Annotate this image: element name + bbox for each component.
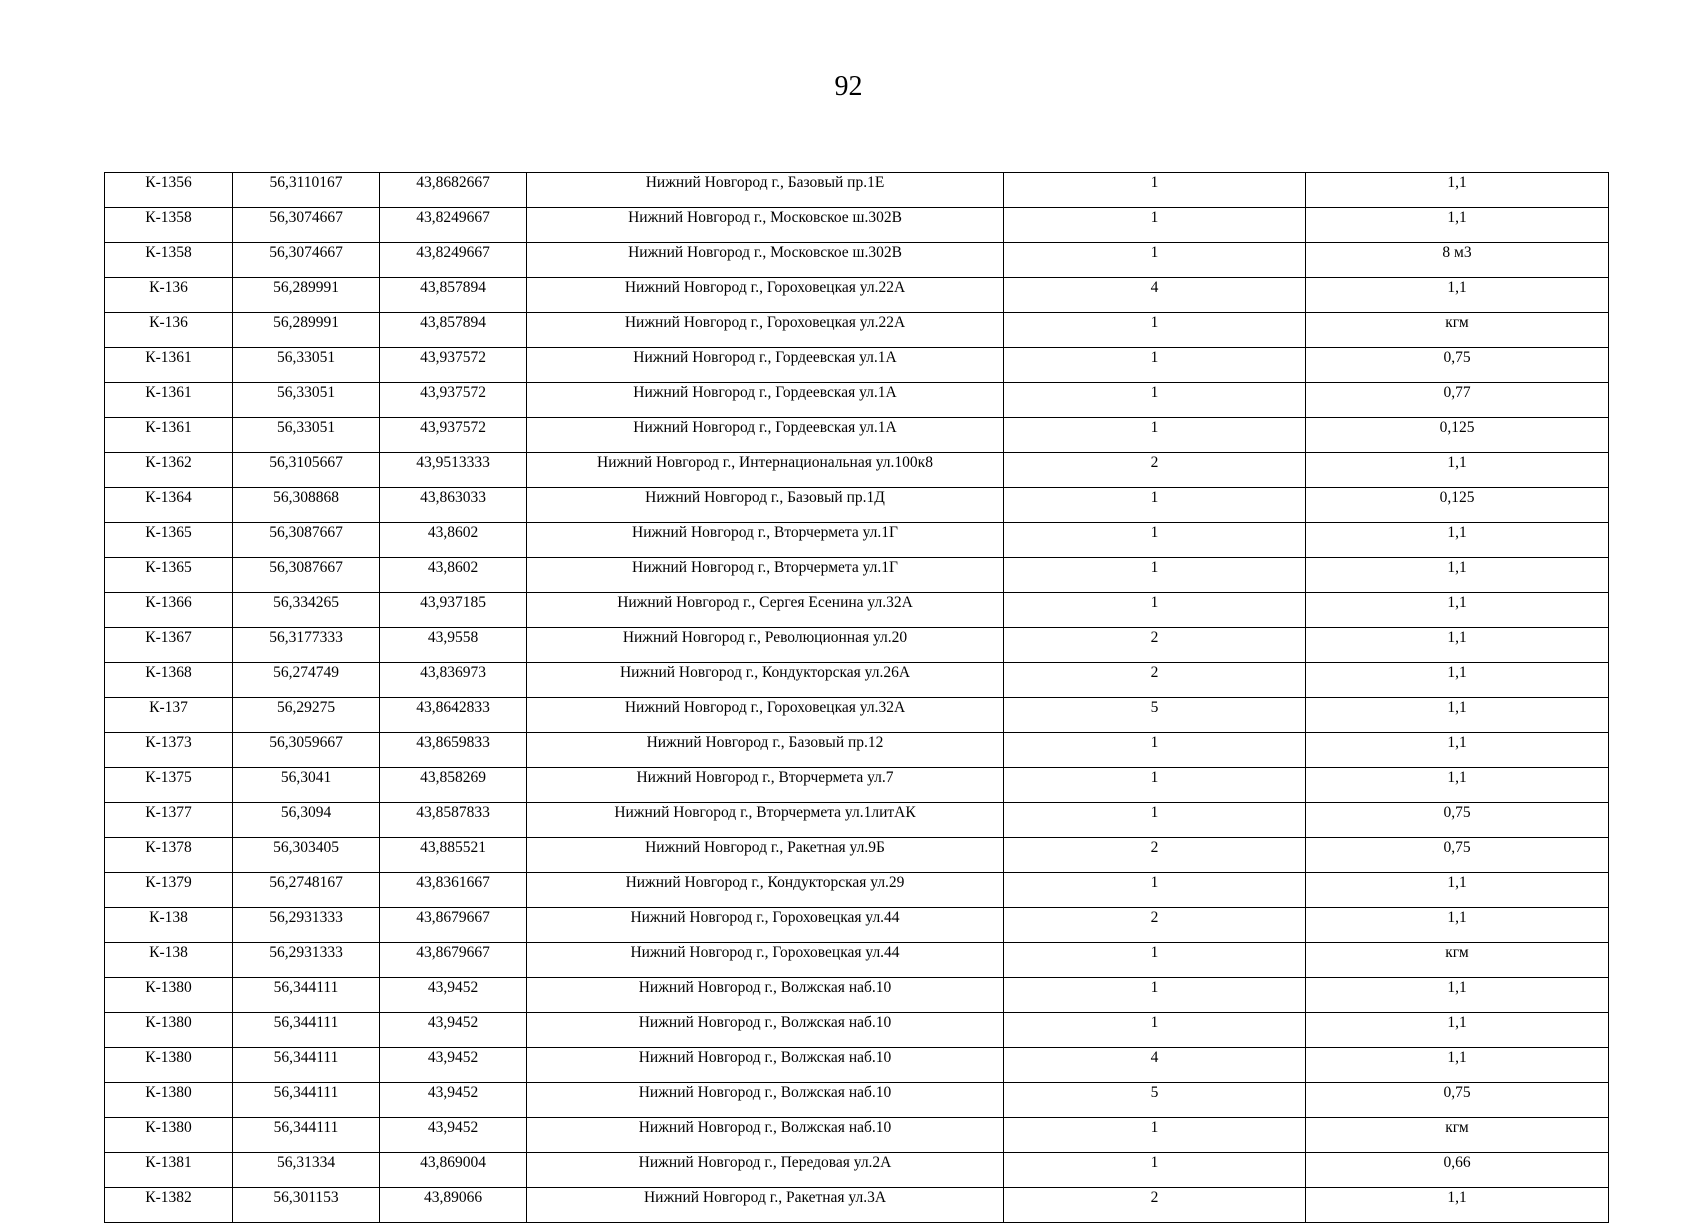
container-count-cell: 1: [1004, 733, 1306, 768]
site-id-cell: К-1380: [105, 1013, 233, 1048]
address-cell: Нижний Новгород г., Вторчермета ул.1Г: [527, 558, 1004, 593]
table-row: [105, 523, 1609, 558]
site-id-cell: К-1375: [105, 768, 233, 803]
address-cell: Нижний Новгород г., Московское ш.302В: [527, 243, 1004, 278]
table-row: [105, 908, 1609, 943]
address-cell: Нижний Новгород г., Кондукторская ул.26А: [527, 663, 1004, 698]
container-count-cell: 1: [1004, 243, 1306, 278]
container-count-cell: 1: [1004, 208, 1306, 243]
longitude-cell: 43,858269: [380, 768, 527, 803]
site-id-cell: К-1373: [105, 733, 233, 768]
address-cell: Нижний Новгород г., Волжская наб.10: [527, 1083, 1004, 1118]
site-id-cell: К-1361: [105, 418, 233, 453]
latitude-cell: 56,3177333: [233, 628, 380, 663]
longitude-cell: 43,9452: [380, 1118, 527, 1153]
latitude-cell: 56,33051: [233, 418, 380, 453]
container-volume-cell: 1,1: [1306, 208, 1609, 243]
container-count-cell: 1: [1004, 418, 1306, 453]
address-cell: Нижний Новгород г., Гордеевская ул.1А: [527, 348, 1004, 383]
table-row: [105, 1153, 1609, 1188]
longitude-cell: 43,9452: [380, 1083, 527, 1118]
container-volume-cell: 1,1: [1306, 628, 1609, 663]
container-volume-cell: 0,125: [1306, 418, 1609, 453]
site-id-cell: К-1380: [105, 978, 233, 1013]
container-count-cell: 1: [1004, 978, 1306, 1013]
latitude-cell: 56,301153: [233, 1188, 380, 1223]
latitude-cell: 56,344111: [233, 1013, 380, 1048]
site-id-cell: К-136: [105, 278, 233, 313]
site-id-cell: К-1358: [105, 243, 233, 278]
site-id-cell: К-1377: [105, 803, 233, 838]
longitude-cell: 43,9452: [380, 978, 527, 1013]
latitude-cell: 56,3087667: [233, 523, 380, 558]
container-volume-cell: 1,1: [1306, 173, 1609, 208]
address-cell: Нижний Новгород г., Базовый пр.1Д: [527, 488, 1004, 523]
latitude-cell: 56,33051: [233, 383, 380, 418]
longitude-cell: 43,836973: [380, 663, 527, 698]
container-count-cell: 1: [1004, 1013, 1306, 1048]
container-volume-cell: 1,1: [1306, 768, 1609, 803]
container-volume-cell: 1,1: [1306, 698, 1609, 733]
container-volume-cell: 0,77: [1306, 383, 1609, 418]
latitude-cell: 56,29275: [233, 698, 380, 733]
address-cell: Нижний Новгород г., Гороховецкая ул.44: [527, 908, 1004, 943]
address-cell: Нижний Новгород г., Гороховецкая ул.22А: [527, 313, 1004, 348]
container-count-cell: 2: [1004, 628, 1306, 663]
container-volume-cell: 0,75: [1306, 838, 1609, 873]
container-count-cell: 2: [1004, 838, 1306, 873]
container-volume-cell: 1,1: [1306, 1188, 1609, 1223]
latitude-cell: 56,2748167: [233, 873, 380, 908]
table-row: [105, 768, 1609, 803]
table-row: [105, 488, 1609, 523]
container-count-cell: 1: [1004, 803, 1306, 838]
address-cell: Нижний Новгород г., Вторчермета ул.1Г: [527, 523, 1004, 558]
address-cell: Нижний Новгород г., Ракетная ул.9Б: [527, 838, 1004, 873]
container-volume-cell: 1,1: [1306, 278, 1609, 313]
container-count-cell: 2: [1004, 1188, 1306, 1223]
longitude-cell: 43,937572: [380, 383, 527, 418]
table-row: [105, 1083, 1609, 1118]
latitude-cell: 56,289991: [233, 278, 380, 313]
container-count-cell: 5: [1004, 698, 1306, 733]
longitude-cell: 43,8249667: [380, 243, 527, 278]
container-count-cell: 1: [1004, 173, 1306, 208]
table-row: [105, 593, 1609, 628]
container-count-cell: 1: [1004, 873, 1306, 908]
address-cell: Нижний Новгород г., Вторчермета ул.7: [527, 768, 1004, 803]
container-volume-cell: 1,1: [1306, 453, 1609, 488]
container-count-cell: 1: [1004, 1118, 1306, 1153]
table-row: [105, 208, 1609, 243]
site-id-cell: К-1364: [105, 488, 233, 523]
table-row: [105, 803, 1609, 838]
container-volume-cell: 1,1: [1306, 663, 1609, 698]
address-cell: Нижний Новгород г., Волжская наб.10: [527, 1013, 1004, 1048]
address-cell: Нижний Новгород г., Волжская наб.10: [527, 1118, 1004, 1153]
site-id-cell: К-138: [105, 908, 233, 943]
address-cell: Нижний Новгород г., Базовый пр.12: [527, 733, 1004, 768]
address-cell: Нижний Новгород г., Революционная ул.20: [527, 628, 1004, 663]
address-cell: Нижний Новгород г., Волжская наб.10: [527, 978, 1004, 1013]
container-count-cell: 1: [1004, 768, 1306, 803]
address-cell: Нижний Новгород г., Ракетная ул.3А: [527, 1188, 1004, 1223]
latitude-cell: 56,303405: [233, 838, 380, 873]
latitude-cell: 56,3105667: [233, 453, 380, 488]
latitude-cell: 56,289991: [233, 313, 380, 348]
site-id-cell: К-1356: [105, 173, 233, 208]
longitude-cell: 43,8659833: [380, 733, 527, 768]
container-volume-cell: 0,66: [1306, 1153, 1609, 1188]
longitude-cell: 43,8679667: [380, 943, 527, 978]
longitude-cell: 43,869004: [380, 1153, 527, 1188]
latitude-cell: 56,3041: [233, 768, 380, 803]
longitude-cell: 43,9513333: [380, 453, 527, 488]
latitude-cell: 56,2931333: [233, 908, 380, 943]
site-id-cell: К-1366: [105, 593, 233, 628]
site-id-cell: К-1367: [105, 628, 233, 663]
longitude-cell: 43,8587833: [380, 803, 527, 838]
container-count-cell: 4: [1004, 1048, 1306, 1083]
longitude-cell: 43,857894: [380, 278, 527, 313]
latitude-cell: 56,31334: [233, 1153, 380, 1188]
latitude-cell: 56,344111: [233, 978, 380, 1013]
table-row: [105, 873, 1609, 908]
container-volume-cell: кгм: [1306, 1118, 1609, 1153]
latitude-cell: 56,33051: [233, 348, 380, 383]
latitude-cell: 56,3094: [233, 803, 380, 838]
address-cell: Нижний Новгород г., Волжская наб.10: [527, 1048, 1004, 1083]
container-volume-cell: 1,1: [1306, 978, 1609, 1013]
site-id-cell: К-1361: [105, 383, 233, 418]
table-row: [105, 558, 1609, 593]
page-number: 92: [834, 71, 863, 102]
site-id-cell: К-137: [105, 698, 233, 733]
latitude-cell: 56,3110167: [233, 173, 380, 208]
table-row: [105, 348, 1609, 383]
site-id-cell: К-1368: [105, 663, 233, 698]
container-count-cell: 2: [1004, 908, 1306, 943]
site-id-cell: К-1379: [105, 873, 233, 908]
address-cell: Нижний Новгород г., Гордеевская ул.1А: [527, 383, 1004, 418]
container-count-cell: 1: [1004, 488, 1306, 523]
container-count-cell: 1: [1004, 593, 1306, 628]
site-id-cell: К-1365: [105, 558, 233, 593]
container-volume-cell: 1,1: [1306, 558, 1609, 593]
address-cell: Нижний Новгород г., Гордеевская ул.1А: [527, 418, 1004, 453]
container-count-cell: 2: [1004, 453, 1306, 488]
table-row: [105, 278, 1609, 313]
container-count-cell: 2: [1004, 663, 1306, 698]
address-cell: Нижний Новгород г., Интернациональная ул.100к8: [527, 453, 1004, 488]
latitude-cell: 56,344111: [233, 1048, 380, 1083]
table-row: [105, 243, 1609, 278]
address-cell: Нижний Новгород г., Базовый пр.1Е: [527, 173, 1004, 208]
latitude-cell: 56,308868: [233, 488, 380, 523]
table-row: [105, 1013, 1609, 1048]
site-id-cell: К-138: [105, 943, 233, 978]
address-cell: Нижний Новгород г., Гороховецкая ул.32А: [527, 698, 1004, 733]
longitude-cell: 43,89066: [380, 1188, 527, 1223]
latitude-cell: 56,3059667: [233, 733, 380, 768]
longitude-cell: 43,9452: [380, 1048, 527, 1083]
table-row: [105, 698, 1609, 733]
table-row: [105, 978, 1609, 1013]
table-row: [105, 943, 1609, 978]
container-count-cell: 1: [1004, 1153, 1306, 1188]
site-id-cell: К-1358: [105, 208, 233, 243]
container-count-cell: 5: [1004, 1083, 1306, 1118]
container-volume-cell: 1,1: [1306, 733, 1609, 768]
registry-table: [104, 172, 1609, 1223]
latitude-cell: 56,3087667: [233, 558, 380, 593]
container-volume-cell: 8 м3: [1306, 243, 1609, 278]
longitude-cell: 43,937185: [380, 593, 527, 628]
table-row: [105, 733, 1609, 768]
container-count-cell: 1: [1004, 348, 1306, 383]
container-count-cell: 1: [1004, 313, 1306, 348]
container-volume-cell: 0,75: [1306, 803, 1609, 838]
container-volume-cell: 0,125: [1306, 488, 1609, 523]
longitude-cell: 43,8249667: [380, 208, 527, 243]
latitude-cell: 56,344111: [233, 1118, 380, 1153]
latitude-cell: 56,274749: [233, 663, 380, 698]
longitude-cell: 43,857894: [380, 313, 527, 348]
address-cell: Нижний Новгород г., Кондукторская ул.29: [527, 873, 1004, 908]
site-id-cell: К-1382: [105, 1188, 233, 1223]
site-id-cell: К-1378: [105, 838, 233, 873]
table-row: [105, 383, 1609, 418]
container-volume-cell: 1,1: [1306, 523, 1609, 558]
container-count-cell: 1: [1004, 558, 1306, 593]
site-id-cell: К-1381: [105, 1153, 233, 1188]
latitude-cell: 56,3074667: [233, 208, 380, 243]
longitude-cell: 43,8602: [380, 523, 527, 558]
address-cell: Нижний Новгород г., Гороховецкая ул.22А: [527, 278, 1004, 313]
table-row: [105, 173, 1609, 208]
address-cell: Нижний Новгород г., Вторчермета ул.1литАК: [527, 803, 1004, 838]
container-count-cell: 1: [1004, 523, 1306, 558]
container-volume-cell: 1,1: [1306, 593, 1609, 628]
latitude-cell: 56,2931333: [233, 943, 380, 978]
longitude-cell: 43,9452: [380, 1013, 527, 1048]
address-cell: Нижний Новгород г., Сергея Есенина ул.32А: [527, 593, 1004, 628]
longitude-cell: 43,863033: [380, 488, 527, 523]
site-id-cell: К-1380: [105, 1048, 233, 1083]
container-volume-cell: 1,1: [1306, 908, 1609, 943]
longitude-cell: 43,937572: [380, 418, 527, 453]
container-volume-cell: кгм: [1306, 313, 1609, 348]
container-volume-cell: кгм: [1306, 943, 1609, 978]
site-id-cell: К-1380: [105, 1083, 233, 1118]
container-volume-cell: 1,1: [1306, 873, 1609, 908]
longitude-cell: 43,885521: [380, 838, 527, 873]
container-count-cell: 1: [1004, 943, 1306, 978]
table-row: [105, 628, 1609, 663]
site-id-cell: К-1361: [105, 348, 233, 383]
latitude-cell: 56,344111: [233, 1083, 380, 1118]
table-row: [105, 418, 1609, 453]
address-cell: Нижний Новгород г., Гороховецкая ул.44: [527, 943, 1004, 978]
longitude-cell: 43,8361667: [380, 873, 527, 908]
address-cell: Нижний Новгород г., Передовая ул.2А: [527, 1153, 1004, 1188]
site-id-cell: К-1380: [105, 1118, 233, 1153]
site-id-cell: К-136: [105, 313, 233, 348]
container-volume-cell: 1,1: [1306, 1048, 1609, 1083]
longitude-cell: 43,8642833: [380, 698, 527, 733]
table-row: [105, 313, 1609, 348]
container-volume-cell: 0,75: [1306, 1083, 1609, 1118]
table-row: [105, 663, 1609, 698]
site-id-cell: К-1362: [105, 453, 233, 488]
longitude-cell: 43,937572: [380, 348, 527, 383]
container-volume-cell: 0,75: [1306, 348, 1609, 383]
table-row: [105, 838, 1609, 873]
address-cell: Нижний Новгород г., Московское ш.302В: [527, 208, 1004, 243]
longitude-cell: 43,8679667: [380, 908, 527, 943]
container-count-cell: 1: [1004, 383, 1306, 418]
longitude-cell: 43,9558: [380, 628, 527, 663]
table-body: [105, 173, 1609, 1223]
container-count-cell: 4: [1004, 278, 1306, 313]
table-row: [105, 1188, 1609, 1223]
table-row: [105, 1048, 1609, 1083]
longitude-cell: 43,8682667: [380, 173, 527, 208]
table-row: [105, 453, 1609, 488]
site-id-cell: К-1365: [105, 523, 233, 558]
table-row: [105, 1118, 1609, 1153]
latitude-cell: 56,3074667: [233, 243, 380, 278]
container-volume-cell: 1,1: [1306, 1013, 1609, 1048]
longitude-cell: 43,8602: [380, 558, 527, 593]
latitude-cell: 56,334265: [233, 593, 380, 628]
